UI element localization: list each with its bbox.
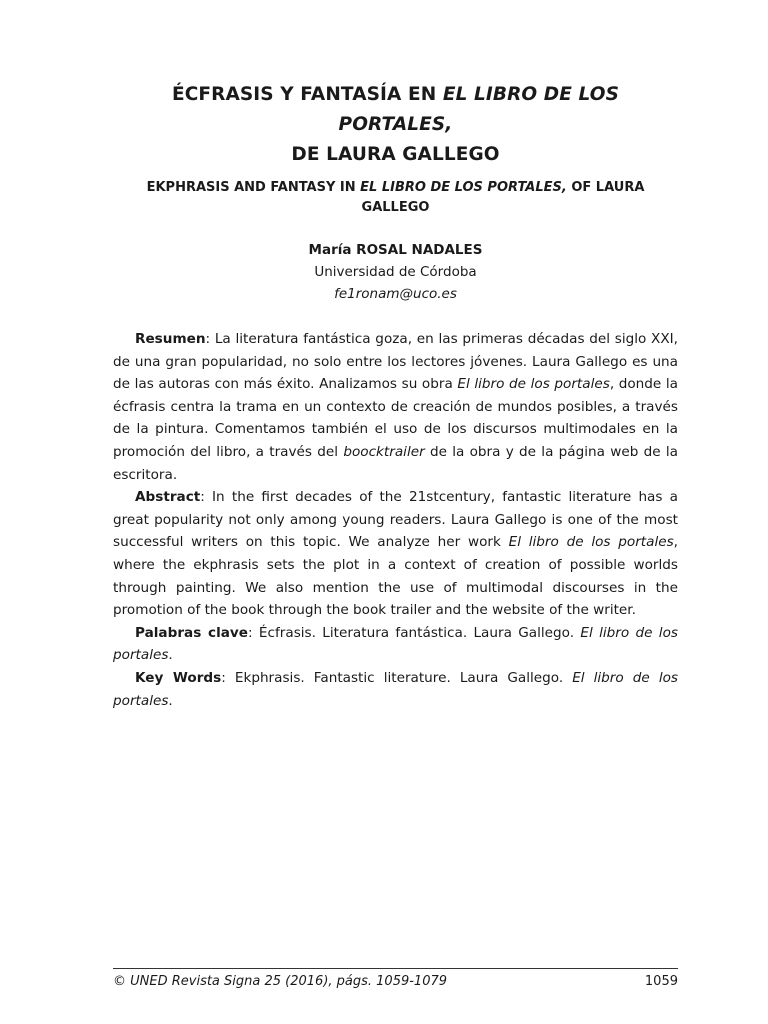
- footer-citation: © UNED Revista Signa 25 (2016), págs. 1059-1079: [113, 974, 448, 989]
- author-email[interactable]: fe1ronam@uco.es: [334, 286, 457, 302]
- resumen-paragraph: [113, 328, 678, 486]
- palabras-clave-paragraph: [113, 622, 678, 667]
- resumen-label: Resumen: [135, 331, 206, 347]
- abstract-label: Abstract: [135, 489, 201, 506]
- abstract-section: [113, 328, 678, 712]
- footer-rule: [113, 968, 678, 969]
- abstract-italic-title: El libro de los portales: [508, 534, 674, 551]
- key-words-text: : Ekphrasis. Fantastic literature. Laura Gallego.: [221, 669, 573, 686]
- palabras-clave-text: : Écfrasis. Literatura fantástica. Laura Gallego.: [248, 624, 581, 641]
- abstract-text: : In the first decades of the 21stcentury, fantastic literature has a great popularity not only among young readers. Laura Gallego is one of the most successful writers on this topic. We analyze her work: [113, 489, 678, 551]
- title-line1-prefix: ÉCFRASIS Y FANTASÍA EN: [171, 84, 443, 105]
- author-name: María ROSAL NADALES: [308, 242, 483, 258]
- article-title: [113, 80, 678, 170]
- resumen-text-2: , donde la écfrasis centra la trama en un contexto de creación de mundos posibles, a través de la pintura. Comentamos también el uso de los discursos multimodales en la promoción del libro, a través del: [113, 376, 678, 460]
- resumen-text: : La literatura fantástica goza, en las primeras décadas del siglo XXI, de una gran popularidad, no solo entre los lectores jóvenes. Laura Gallego es una de las autoras con más éxito. Analizamos su obra: [113, 331, 678, 393]
- key-words-paragraph: [113, 667, 678, 712]
- title-line2: DE LAURA GALLEGO: [291, 144, 500, 165]
- subtitle-suffix: OF LAURA GALLEGO: [361, 180, 645, 215]
- resumen-text-3: de la obra y de la página web de la escritora.: [113, 443, 678, 483]
- key-words-label: Key Words: [135, 669, 222, 686]
- palabras-clave-italic: El libro de los portales: [113, 624, 678, 664]
- title-line1-italic: EL LIBRO DE LOS PORTALES,: [338, 84, 620, 135]
- author-block: [113, 239, 678, 305]
- article-subtitle: [113, 178, 678, 218]
- subtitle-italic: EL LIBRO DE LOS PORTALES,: [360, 180, 567, 195]
- resumen-italic-boocktrailer: boocktrailer: [343, 443, 425, 460]
- subtitle-prefix: EKPHRASIS AND FANTASY IN: [146, 180, 361, 195]
- key-words-italic: El libro de los portales: [113, 669, 678, 709]
- abstract-text-2: , where the ekphrasis sets the plot in a context of creation of possible worlds through painting. We also mention the use of multimodal discourses in the promotion of the book through the book trailer and the website of the writer.: [113, 534, 678, 619]
- palabras-clave-label: Palabras clave: [135, 624, 249, 641]
- abstract-paragraph: [113, 486, 678, 622]
- resumen-italic-title: El libro de los portales: [457, 376, 610, 393]
- key-words-end: .: [168, 692, 173, 709]
- author-affiliation: Universidad de Córdoba: [314, 264, 477, 280]
- page-number: 1059: [644, 974, 678, 989]
- palabras-clave-end: .: [168, 647, 173, 664]
